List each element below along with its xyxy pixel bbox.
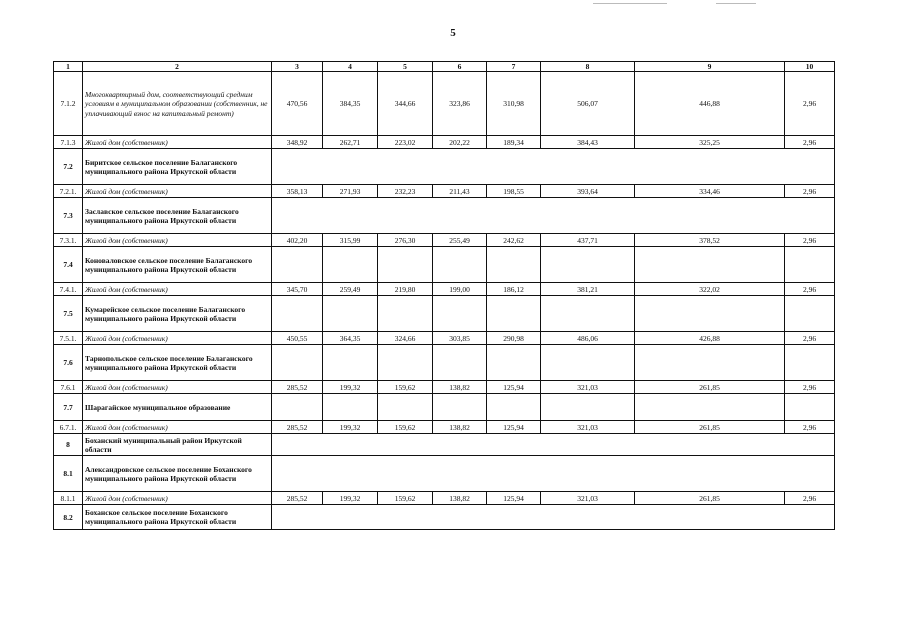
value-cell: 348,92 [272,136,323,149]
row-number: 8.1 [54,456,83,492]
empty-cell [433,247,487,283]
value-cell: 199,00 [433,283,487,296]
row-number: 7.5.1. [54,332,83,345]
row-number: 7.6.1 [54,381,83,394]
value-cell: 219,80 [378,283,433,296]
section-title: Кумарейское сельское поселение Балаганского муниципального района Иркутской области [83,296,272,332]
value-cell: 211,43 [433,185,487,198]
table-row [54,72,835,136]
empty-cell [541,296,635,332]
value-cell: 2,96 [785,421,835,434]
section-title: Боханское сельское поселение Боханского муниципального района Иркутской области [83,505,272,530]
table-row [54,283,835,296]
table-row [54,421,835,434]
value-cell: 199,32 [323,381,378,394]
section-row [54,296,835,332]
empty-cell [635,247,785,283]
empty-cell [487,394,541,421]
value-cell: 2,96 [785,136,835,149]
empty-cell [541,247,635,283]
value-cell: 285,52 [272,421,323,434]
value-cell: 285,52 [272,492,323,505]
row-number: 6.7.1. [54,421,83,434]
value-cell: 2,96 [785,234,835,247]
empty-cell [487,247,541,283]
header-cell: 5 [378,62,433,72]
row-number: 7.4 [54,247,83,283]
value-cell: 378,52 [635,234,785,247]
row-number: 7.4.1. [54,283,83,296]
section-row [54,198,835,234]
header-cell: 10 [785,62,835,72]
row-number: 8 [54,434,83,456]
empty-span-cell [272,434,835,456]
section-row [54,394,835,421]
section-title: Александровское сельское поселение Боханского муниципального района Иркутской области [83,456,272,492]
value-cell: 381,21 [541,283,635,296]
empty-cell [635,394,785,421]
header-cell: 3 [272,62,323,72]
value-cell: 125,94 [487,492,541,505]
section-title: Тарнопольское сельское поселение Балаганского муниципального района Иркутской области [83,345,272,381]
value-cell: 322,02 [635,283,785,296]
value-cell: 159,62 [378,492,433,505]
value-cell: 2,96 [785,283,835,296]
value-cell: 189,34 [487,136,541,149]
value-cell: 303,85 [433,332,487,345]
empty-span-cell [272,149,835,185]
housing-type: Жилой дом (собственник) [83,332,272,345]
value-cell: 426,88 [635,332,785,345]
value-cell: 437,71 [541,234,635,247]
value-cell: 446,88 [635,72,785,136]
row-number: 7.7 [54,394,83,421]
empty-cell [541,345,635,381]
table-row [54,234,835,247]
header-cell: 1 [54,62,83,72]
value-cell: 125,94 [487,421,541,434]
value-cell: 364,35 [323,332,378,345]
empty-cell [272,394,323,421]
empty-cell [785,296,835,332]
value-cell: 2,96 [785,72,835,136]
value-cell: 450,55 [272,332,323,345]
value-cell: 259,49 [323,283,378,296]
housing-type: Жилой дом (собственник) [83,492,272,505]
value-cell: 325,25 [635,136,785,149]
empty-cell [272,345,323,381]
row-number: 7.2 [54,149,83,185]
header-cell: 7 [487,62,541,72]
row-number: 7.5 [54,296,83,332]
row-number: 7.6 [54,345,83,381]
row-number: 8.1.1 [54,492,83,505]
empty-span-cell [272,505,835,530]
table-row [54,492,835,505]
header-cell: 2 [83,62,272,72]
value-cell: 321,03 [541,421,635,434]
header-cell: 8 [541,62,635,72]
value-cell: 315,99 [323,234,378,247]
section-title: Биритское сельское поселение Балаганского муниципального района Иркутской области [83,149,272,185]
value-cell: 334,46 [635,185,785,198]
table-row [54,381,835,394]
empty-cell [323,247,378,283]
housing-type: Жилой дом (собственник) [83,381,272,394]
value-cell: 261,85 [635,492,785,505]
section-title: Шарагайское муниципальное образование [83,394,272,421]
empty-cell [272,247,323,283]
value-cell: 486,06 [541,332,635,345]
empty-span-cell [272,456,835,492]
table-body [54,62,835,530]
empty-cell [487,345,541,381]
value-cell: 345,70 [272,283,323,296]
section-row [54,149,835,185]
tariff-table [53,61,835,530]
value-cell: 2,96 [785,381,835,394]
section-row [54,505,835,530]
row-number: 7.3 [54,198,83,234]
value-cell: 285,52 [272,381,323,394]
empty-cell [635,345,785,381]
value-cell: 470,56 [272,72,323,136]
value-cell: 199,32 [323,421,378,434]
empty-cell [433,394,487,421]
value-cell: 198,55 [487,185,541,198]
empty-cell [433,345,487,381]
value-cell: 2,96 [785,332,835,345]
empty-cell [433,296,487,332]
value-cell: 242,62 [487,234,541,247]
value-cell: 321,03 [541,492,635,505]
value-cell: 159,62 [378,381,433,394]
empty-cell [323,345,378,381]
housing-type: Жилой дом (собственник) [83,421,272,434]
top-rule-left [593,3,667,4]
value-cell: 384,35 [323,72,378,136]
empty-cell [272,296,323,332]
empty-cell [378,296,433,332]
section-title: Заславское сельское поселение Балаганского муниципального района Иркутской области [83,198,272,234]
header-cell: 9 [635,62,785,72]
section-row [54,247,835,283]
value-cell: 138,82 [433,381,487,394]
value-cell: 2,96 [785,185,835,198]
section-row [54,345,835,381]
value-cell: 358,13 [272,185,323,198]
table-row [54,185,835,198]
value-cell: 199,32 [323,492,378,505]
value-cell: 138,82 [433,421,487,434]
page-number: 5 [450,27,456,39]
section-title: Боханский муниципальный район Иркутской области [83,434,272,456]
value-cell: 402,20 [272,234,323,247]
table-row [54,332,835,345]
value-cell: 393,64 [541,185,635,198]
row-number: 8.2 [54,505,83,530]
housing-type: Жилой дом (собственник) [83,283,272,296]
row-number: 7.1.2 [54,72,83,136]
empty-cell [785,345,835,381]
header-cell: 6 [433,62,487,72]
table-row [54,136,835,149]
value-cell: 2,96 [785,492,835,505]
section-title: Коноваловское сельское поселение Балаганского муниципального района Иркутской области [83,247,272,283]
value-cell: 202,22 [433,136,487,149]
value-cell: 276,30 [378,234,433,247]
empty-cell [785,394,835,421]
value-cell: 321,03 [541,381,635,394]
empty-span-cell [272,198,835,234]
value-cell: 344,66 [378,72,433,136]
empty-cell [323,394,378,421]
housing-type: Жилой дом (собственник) [83,136,272,149]
value-cell: 324,66 [378,332,433,345]
value-cell: 262,71 [323,136,378,149]
empty-cell [635,296,785,332]
value-cell: 290,98 [487,332,541,345]
empty-cell [541,394,635,421]
section-row [54,456,835,492]
section-row [54,434,835,456]
value-cell: 323,86 [433,72,487,136]
empty-cell [378,394,433,421]
empty-cell [323,296,378,332]
row-number: 7.1.3 [54,136,83,149]
value-cell: 261,85 [635,421,785,434]
value-cell: 271,93 [323,185,378,198]
value-cell: 506,07 [541,72,635,136]
header-row [54,62,835,72]
empty-cell [487,296,541,332]
value-cell: 125,94 [487,381,541,394]
value-cell: 261,85 [635,381,785,394]
value-cell: 186,12 [487,283,541,296]
empty-cell [785,247,835,283]
value-cell: 159,62 [378,421,433,434]
value-cell: 223,02 [378,136,433,149]
value-cell: 384,43 [541,136,635,149]
housing-type: Жилой дом (собственник) [83,185,272,198]
housing-type: Жилой дом (собственник) [83,234,272,247]
row-number: 7.2.1. [54,185,83,198]
value-cell: 255,49 [433,234,487,247]
value-cell: 310,98 [487,72,541,136]
housing-type: Многоквартирный дом, соответствующий средним условиям в муниципальном образовании (собственник, не уплачивающий взнос на капитальный ремонт) [83,72,272,136]
value-cell: 138,82 [433,492,487,505]
empty-cell [378,345,433,381]
header-cell: 4 [323,62,378,72]
empty-cell [378,247,433,283]
row-number: 7.3.1. [54,234,83,247]
top-rule-right [716,3,756,4]
value-cell: 232,23 [378,185,433,198]
